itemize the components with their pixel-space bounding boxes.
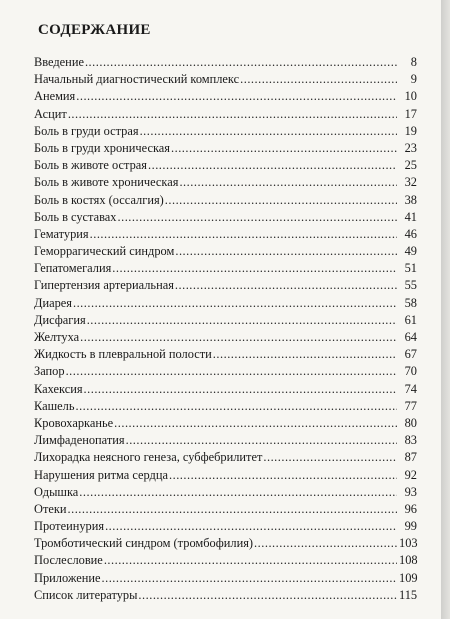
toc-entry	[34, 54, 417, 71]
dot-leader	[118, 209, 397, 226]
dot-leader	[138, 587, 397, 604]
toc-entry-page-number: 32	[404, 175, 417, 190]
toc-entry-page-number: 64	[404, 330, 417, 344]
toc-entry-page-number: 41	[404, 209, 417, 224]
toc-entry	[34, 518, 417, 535]
toc-entry	[34, 277, 417, 294]
dot-leader	[169, 467, 397, 484]
toc-entry-page-number: 9	[410, 72, 417, 87]
dot-leader	[126, 432, 397, 449]
dot-leader	[73, 295, 397, 312]
toc-entry	[34, 329, 417, 346]
toc-entry-label: Послесловие	[34, 553, 103, 568]
toc-entry	[34, 587, 417, 604]
toc-entry-label: Нарушения ритма сердца	[34, 467, 168, 482]
toc-entry-page-number: 23	[404, 140, 417, 155]
dot-leader	[84, 381, 397, 398]
toc-entry	[34, 295, 417, 312]
toc-entry-page-number: 115	[399, 587, 418, 602]
dot-leader	[254, 535, 397, 552]
dot-leader	[165, 192, 397, 209]
toc-entry	[34, 449, 417, 466]
table-of-contents	[34, 54, 417, 604]
toc-entry-page-number: 108	[399, 553, 418, 568]
toc-entry	[34, 243, 417, 260]
toc-entry	[34, 501, 417, 518]
toc-entry-label: Боль в животе острая	[34, 158, 147, 173]
toc-entry-page-number: 25	[404, 158, 417, 173]
toc-entry-page-number: 10	[404, 89, 417, 104]
dot-leader	[66, 363, 397, 380]
dot-leader	[175, 277, 397, 294]
toc-entry	[34, 432, 417, 449]
toc-entry	[34, 415, 417, 432]
toc-entry-label: Кровохарканье	[34, 415, 114, 430]
toc-entry-page-number: 17	[404, 106, 417, 121]
dot-leader	[148, 157, 397, 174]
toc-entry-page-number: 67	[404, 347, 417, 362]
toc-entry-label: Кашель	[34, 398, 75, 413]
toc-entry	[34, 484, 417, 501]
toc-entry-page-number: 109	[399, 570, 418, 585]
toc-entry	[34, 209, 417, 226]
toc-entry-label: Кахексия	[34, 381, 83, 396]
toc-entry-label: Тромботический синдром (тромбофилия)	[34, 536, 254, 551]
dot-leader	[104, 552, 397, 569]
toc-entry	[34, 381, 417, 398]
dot-leader	[87, 312, 397, 329]
dot-leader	[75, 398, 397, 415]
toc-entry	[34, 552, 417, 569]
toc-entry-label: Одышка	[34, 484, 79, 499]
toc-entry-page-number: 58	[404, 295, 417, 310]
toc-entry-page-number: 74	[404, 381, 417, 396]
toc-entry	[34, 398, 417, 415]
toc-entry-label: Запор	[34, 364, 65, 379]
dot-leader	[175, 243, 397, 260]
dot-leader	[112, 260, 397, 277]
dot-leader	[114, 415, 397, 432]
toc-entry-page-number: 49	[404, 244, 417, 259]
dot-leader	[213, 346, 397, 363]
toc-title: СОДЕРЖАНИЕ	[38, 22, 151, 38]
toc-entry-page-number: 19	[404, 123, 417, 138]
toc-entry-page-number: 87	[404, 450, 417, 465]
toc-entry-page-number: 83	[404, 433, 417, 448]
toc-entry-page-number: 61	[404, 312, 417, 327]
dot-leader	[68, 501, 397, 518]
toc-entry	[34, 88, 417, 105]
toc-entry	[34, 467, 417, 484]
toc-entry-page-number: 92	[404, 467, 417, 482]
dot-leader	[90, 226, 397, 243]
toc-entry-page-number: 99	[404, 519, 417, 534]
toc-entry	[34, 192, 417, 209]
toc-entry-label: Начальный диагностический комплекс	[34, 72, 240, 87]
toc-entry	[34, 312, 417, 329]
toc-entry-label: Жидкость в плевральной полости	[34, 347, 212, 362]
toc-entry-label: Лимфаденопатия	[34, 433, 125, 448]
toc-entry	[34, 106, 417, 123]
toc-entry-label: Боль в животе хроническая	[34, 175, 179, 190]
dot-leader	[76, 88, 397, 105]
toc-entry	[34, 346, 417, 363]
toc-entry-page-number: 77	[404, 398, 417, 413]
toc-entry-page-number: 70	[404, 364, 417, 379]
toc-entry	[34, 140, 417, 157]
toc-entry-label: Боль в груди острая	[34, 123, 139, 138]
toc-entry-page-number: 93	[404, 484, 417, 499]
dot-leader	[102, 570, 397, 587]
toc-entry-label: Анемия	[34, 89, 76, 104]
toc-entry-label: Гипертензия артериальная	[34, 278, 174, 293]
dot-leader	[240, 71, 397, 88]
toc-entry-page-number: 38	[404, 192, 417, 207]
dot-leader	[105, 518, 397, 535]
toc-entry-page-number: 103	[399, 536, 418, 551]
toc-entry	[34, 174, 417, 191]
toc-entry-page-number: 80	[404, 415, 417, 430]
dot-leader	[68, 106, 397, 123]
toc-entry-page-number: 51	[404, 261, 417, 276]
toc-entry-label: Отеки	[34, 501, 67, 516]
dot-leader	[80, 329, 397, 346]
toc-entry-label: Гематурия	[34, 226, 89, 241]
toc-entry-label: Протеинурия	[34, 519, 105, 534]
toc-entry	[34, 71, 417, 88]
toc-entry	[34, 226, 417, 243]
toc-entry-label: Боль в груди хроническая	[34, 140, 171, 155]
toc-entry-label: Дисфагия	[34, 312, 86, 327]
toc-entry-label: Список литературы	[34, 587, 138, 602]
dot-leader	[140, 123, 397, 140]
toc-entry-page-number: 96	[404, 501, 417, 516]
toc-entry	[34, 535, 417, 552]
toc-entry-page-number: 8	[410, 55, 417, 69]
toc-entry-label: Желтуха	[34, 330, 80, 344]
toc-entry	[34, 260, 417, 277]
toc-entry-page-number: 46	[404, 226, 417, 241]
toc-entry-label: Боль в суставах	[34, 209, 117, 224]
toc-entry	[34, 570, 417, 587]
dot-leader	[171, 140, 397, 157]
toc-entry-label: Гепатомегалия	[34, 261, 112, 276]
toc-entry-label: Диарея	[34, 295, 72, 310]
toc-entry-label: Геморрагический синдром	[34, 244, 175, 259]
dot-leader	[79, 484, 397, 501]
page-edge	[441, 0, 450, 619]
toc-entry-label: Лихорадка неясного генеза, субфебрилитет	[34, 450, 263, 465]
toc-entry	[34, 363, 417, 380]
toc-entry-page-number: 55	[404, 278, 417, 293]
toc-entry-label: Боль в костях (оссалгия)	[34, 192, 164, 207]
toc-entry-label: Приложение	[34, 570, 101, 585]
toc-entry	[34, 157, 417, 174]
toc-entry	[34, 123, 417, 140]
dot-leader	[179, 174, 397, 191]
toc-entry-label: Асцит	[34, 106, 67, 121]
dot-leader	[85, 54, 397, 71]
dot-leader	[263, 449, 397, 466]
toc-entry-label: Введение	[34, 55, 84, 69]
